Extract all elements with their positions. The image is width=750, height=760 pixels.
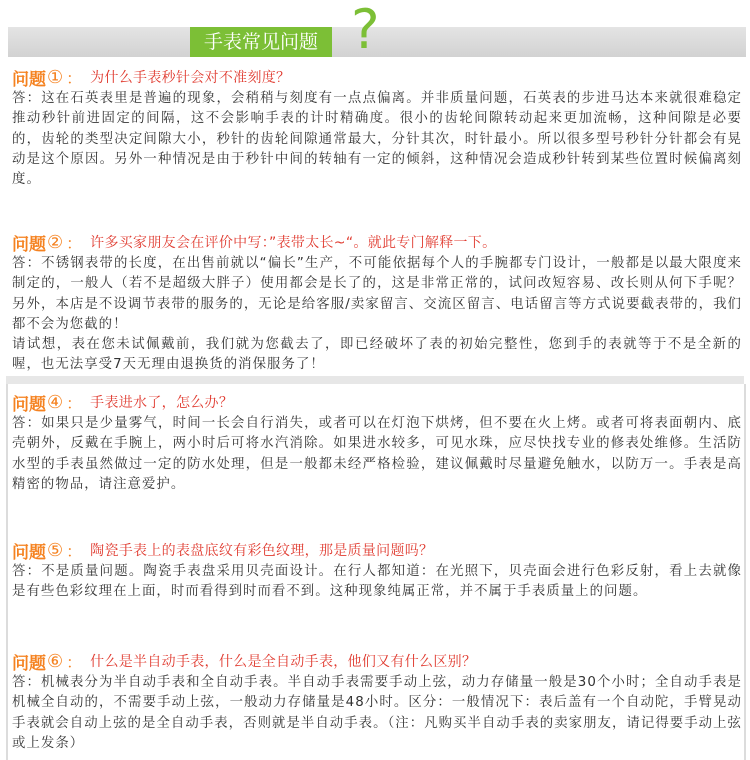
question-label: 问题 [12,69,46,90]
answer-text [12,254,742,376]
question-number: ④ [47,391,64,413]
question-text: 陶瓷手表上的表盘底纹有彩色纹理，那是质量问题吗？ [90,543,434,559]
header-title: 手表常见问题 [190,27,332,57]
answer-text [12,562,742,603]
answer-paragraph: 请试想，表在您未试佩戴前，我们就为您截去了，即已经破坏了表的初始完整性，您到手的表就等于不是全新的喔，也无法享受7天无理由退换货的消保服务了！ [12,337,742,373]
faq-item-4 [8,391,742,495]
answer-paragraph: 答：不锈钢表带的长度，在出售前就以“偏长”生产，不可能依据每个人的手腕都专门设计，一般都是以最大限度来制定的，一般人（若不是超级大胖子）使用都会是长了的，这是非常正常的，试问改短容易、改长则从何下手呢？另外，本店是不设调节表带的服务的，无论是给客服/卖家留言、交流区留言、电话留言等方式说要截表带的，我们都不会为您截的！ [12,256,742,332]
question-text: 许多买家朋友会在评价中写：”表带太长~“。就此专门解释一下。 [90,235,497,251]
question-line [12,391,742,413]
question-label: 问题 [12,542,46,563]
faq-header [0,0,750,66]
question-line [12,231,742,253]
answer-text [12,673,742,754]
faq-item-6 [8,650,742,754]
question-label: 问题 [12,653,46,674]
question-number: ② [47,231,64,253]
question-line [12,650,742,672]
question-number: ⑥ [47,650,64,672]
answer-paragraph: 答：机械表分为半自动手表和全自动手表。半自动手表需要手动上弦，动力存储量一般是30个小时；全自动手表是机械全自动的，不需要手动上弦，一般动力存储量是48小时。区分：一般情况下：表后盖有一个自动陀，手臂晃动手表就会自动上弦的是全自动手表，否则就是半自动手表。（注：凡购买半自动手表的卖家朋友，请记得要手动上弦或上发条） [12,675,742,751]
answer-paragraph: 答：不是质量问题。陶瓷手表盘采用贝壳面设计。在行人都知道：在光照下，贝壳面会进行色彩反射，看上去就像是有些色彩纹理在上面，时而看得到时而看不到。这种现象纯属正常，并不属于手表质量上的问题。 [12,564,742,600]
answer-paragraph: 答：如果只是少量雾气，时间一长会自行消失，或者可以在灯泡下烘烤，但不要在火上烤。或者可将表面朝内、底壳朝外，反戴在手腕上，两小时后可将水汽消除。如果进水较多，可见水珠，应尽快找专业的修表处维修。生活防水型的手表虽然做过一定的防水处理，但是一般都未经严格检验，建议佩戴时尽量避免触水，以防万一。手表是高精密的物品，请注意爱护。 [12,416,742,492]
question-colon: ： [66,652,83,672]
question-mark-icon: ? [351,0,380,61]
section-divider [6,376,744,384]
faq-item-1 [8,66,742,190]
question-colon: ： [66,68,83,88]
question-line [12,66,742,88]
question-label: 问题 [12,394,46,415]
question-colon: ： [66,393,83,413]
question-number: ⑤ [47,539,64,561]
faq-item-2 [8,231,742,376]
answer-text [12,89,742,190]
question-number: ① [47,66,64,88]
question-text: 为什么手表秒针会对不准刻度？ [90,70,291,86]
question-text: 什么是半自动手表，什么是全自动手表，他们又有什么区别？ [90,654,477,670]
question-line [12,539,742,561]
answer-text [12,414,742,495]
question-colon: ： [66,233,83,253]
question-label: 问题 [12,234,46,255]
answer-paragraph: 答：这在石英表里是普遍的现象，会稍稍与刻度有一点点偏离。并非质量问题，石英表的步进马达本来就很难稳定推动秒针前进固定的间隔，这不会影响手表的计时精确度。很小的齿轮间隙转动起来更加流畅，这种间隙是必要的，齿轮的类型决定间隙大小，秒针的齿轮间隙通常最大，分针其次，时针最小。所以很多型号秒针分针都会有晃动是这个原因。另外一种情况是由于秒针中间的转轴有一定的倾斜，这种情况会造成秒针转到某些位置时候偏离刻度。 [12,91,742,188]
faq-item-5 [8,539,742,603]
question-colon: ： [66,541,83,561]
question-text: 手表进水了，怎么办？ [90,395,234,411]
